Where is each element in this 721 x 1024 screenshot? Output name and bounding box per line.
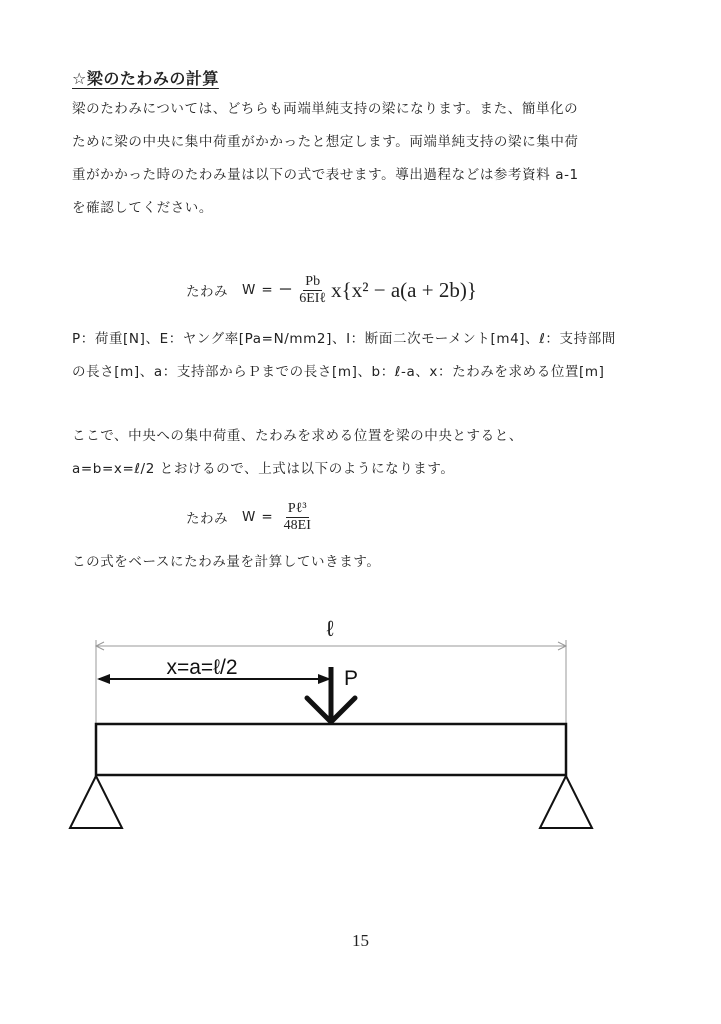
intro-line: 重がかかった時のたわみ量は以下の式で表せます。導出過程などは参考資料 a-1 xyxy=(72,167,579,183)
load-label: P xyxy=(344,667,359,690)
beam-diagram xyxy=(0,600,721,840)
formula-equals: = xyxy=(261,282,273,298)
condition-paragraph xyxy=(72,420,662,486)
support-left xyxy=(70,776,122,828)
formula-label: たわみ xyxy=(186,284,228,300)
variable-legend xyxy=(72,323,662,389)
conclusion-paragraph xyxy=(72,546,662,579)
intro-line: ために梁の中央に集中荷重がかかったと想定します。両端単純支持の梁に集中荷 xyxy=(72,134,579,150)
intro-line: 梁のたわみについては、どちらも両端単純支持の梁になります。また、簡単化の xyxy=(72,101,579,117)
fraction-denominator: 48EI xyxy=(283,517,311,533)
fraction-denominator: 6EIℓ xyxy=(299,290,327,306)
fraction-numerator: Pℓ³ xyxy=(287,500,307,516)
position-label: x=a=ℓ/2 xyxy=(166,656,238,679)
formula-fraction xyxy=(297,274,328,307)
intro-line: を確認してください。 xyxy=(72,200,213,216)
conclusion-line: この式をベースにたわみ量を計算していきます。 xyxy=(72,554,381,570)
fraction-numerator: Pb xyxy=(305,273,321,289)
legend-line: の長さ[m]、a：支持部からＰまでの長さ[m]、b：ℓ-a、x：たわみを求める位置[m] xyxy=(72,364,605,380)
formula-w: W xyxy=(242,282,256,298)
section-heading: ☆梁のたわみの計算 xyxy=(72,69,219,88)
deflection-formula-center xyxy=(186,492,316,542)
condition-line: a=b=x=ℓ/2 とおけるので、上式は以下のようになります。 xyxy=(72,461,455,477)
formula-w: W xyxy=(242,509,256,525)
formula-tail: x{x² − a(a + 2b)} xyxy=(331,277,477,302)
formula-fraction xyxy=(282,501,313,534)
span-label: ℓ xyxy=(326,616,334,641)
intro-paragraph xyxy=(72,93,662,225)
formula-minus: − xyxy=(278,276,293,303)
position-arrow-left xyxy=(97,674,110,684)
formula-equals: = xyxy=(261,509,273,525)
deflection-formula-general xyxy=(186,265,477,315)
beam xyxy=(96,724,566,775)
support-right xyxy=(540,776,592,828)
legend-line: P：荷重[N]、E：ヤング率[Pa=N/mm2]、I：断面二次モーメント[m4]、ℓ：支持部間 xyxy=(72,331,616,347)
formula-label: たわみ xyxy=(186,511,228,527)
condition-line: ここで、中央への集中荷重、たわみを求める位置を梁の中央とすると、 xyxy=(72,428,523,444)
page-number: 15 xyxy=(352,931,369,950)
